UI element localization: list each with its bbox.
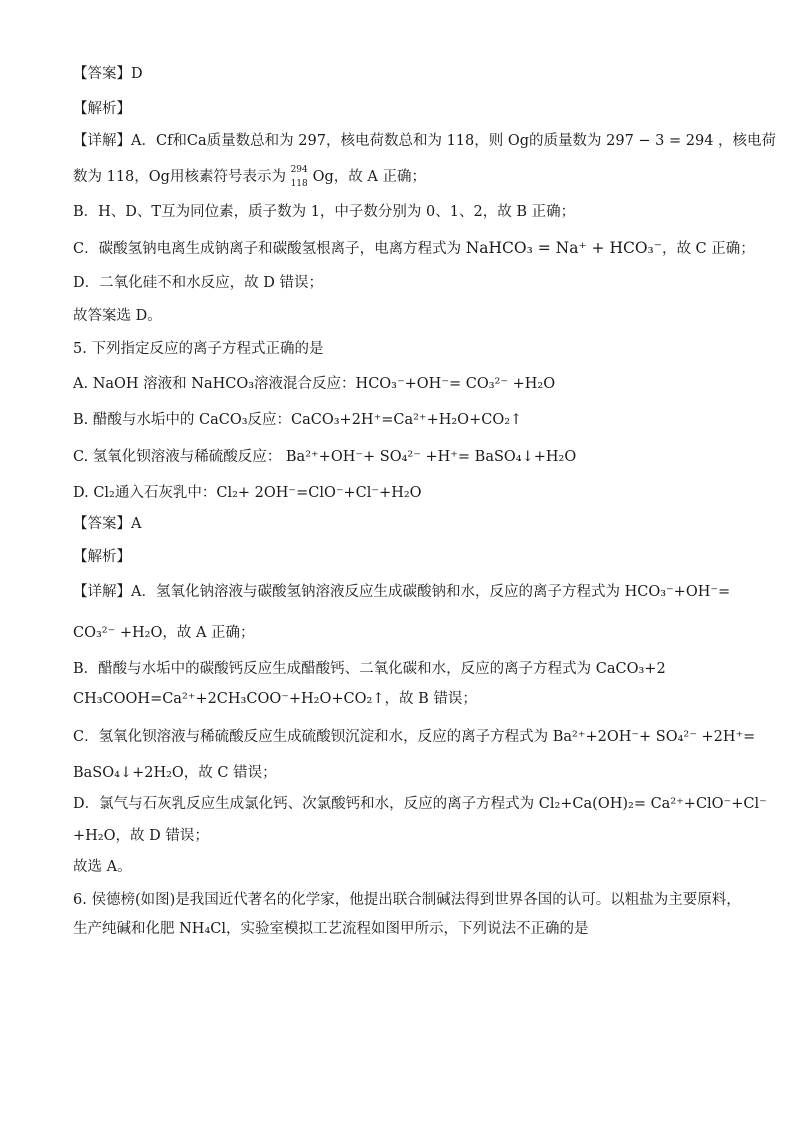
q5-option-c: C. 氢氧化钡溶液与稀硫酸反应： Ba²⁺+OH⁻+ SO₄²⁻ +H⁺= BaSO₄↓+H₂O <box>73 449 577 465</box>
nuclide-atomic-number: 118 <box>290 179 308 189</box>
c-text: C．碳酸氢钠电离生成钠离子和碳酸氢根离子，电离方程式为 <box>73 241 466 257</box>
nuclide-element: Og <box>312 169 334 185</box>
q5-detail-a-line2: CO₃²⁻ +H₂O，故 A 正确； <box>73 625 255 641</box>
q5-detail-c-line2: BaSO₄↓+2H₂O，故 C 错误； <box>73 765 277 781</box>
q5-detail-c-line1: C．氢氧化钡溶液与稀硫酸反应生成硫酸钡沉淀和水，反应的离子方程式为 Ba²⁺+2OH⁻+ SO₄²⁻ +2H⁺= <box>73 729 756 745</box>
q5-detail-d-line1: D．氯气与石灰乳反应生成氯化钙、次氯酸钙和水，反应的离子方程式为 Cl₂+Ca(OH)₂= Ca²⁺+ClO⁻+Cl⁻ <box>73 796 767 812</box>
q5-option-b: B. 醋酸与水垢中的 CaCO₃反应：CaCO₃+2H⁺=Ca²⁺+H₂O+CO₂↑ <box>73 412 523 428</box>
nuclide-mass-number: 294 <box>290 165 308 175</box>
detail-text-end: ，故 A 正确； <box>333 169 426 185</box>
answer-tag: 【答案】 <box>73 66 131 82</box>
q6-stem-line1: 6. 侯德榜(如图)是我国近代著名的化学家，他提出联合制碱法得到世界各国的认可。以粗盐为主要原料， <box>73 892 741 908</box>
q4-conclusion: 故答案选 D。 <box>73 308 162 324</box>
q6-stem-line2: 生产纯碱和化肥 NH₄Cl，实验室模拟工艺流程如图甲所示，下列说法不正确的是 <box>73 921 589 937</box>
q4-option-b-explanation: B．H、D、T互为同位素，质子数为 1，中子数分别为 0、1、2，故 B 正确； <box>73 204 576 220</box>
q5-detail-b-line2: CH₃COOH=Ca²⁺+2CH₃COO⁻+H₂O+CO₂↑，故 B 错误； <box>73 691 477 707</box>
q4-detail-line1: 【详解】A．Cf和Ca质量数总和为 297，核电荷数总和为 118，则 Og的质量数为 297 − 3 = 294 ，核电荷 <box>73 133 777 149</box>
q5-option-d: D. Cl₂通入石灰乳中：Cl₂+ 2OH⁻=ClO⁻+Cl⁻+H₂O <box>73 485 422 501</box>
nuclide-symbol <box>290 165 313 189</box>
q4-detail-line2 <box>73 165 426 187</box>
q5-detail-a-line1: 【详解】A．氢氧化钠溶液与碳酸氢钠溶液反应生成碳酸钠和水，反应的离子方程式为 HCO₃⁻+OH⁻= <box>73 584 731 600</box>
c-text-end: ，故 C 正确； <box>661 241 755 257</box>
q4-option-c-explanation <box>73 238 755 259</box>
q5-detail-d-line2: +H₂O，故 D 错误； <box>73 828 209 844</box>
q5-detail-b-line1: B．醋酸与水垢中的碳酸钙反应生成醋酸钙、二氧化碳和水，反应的离子方程式为 CaCO₃+2 <box>73 661 666 677</box>
answer-tag: 【答案】 <box>73 516 131 532</box>
q5-option-a: A. NaOH 溶液和 NaHCO₃溶液混合反应：HCO₃⁻+OH⁻= CO₃²⁻ +H₂O <box>73 376 556 392</box>
ionization-equation: NaHCO₃ = Na⁺ + HCO₃⁻ <box>465 239 662 257</box>
q5-conclusion: 故选 A。 <box>73 859 132 875</box>
answer-value: A <box>131 516 142 532</box>
detail-text: 数为 118，Og用核素符号表示为 <box>73 169 291 185</box>
q4-analysis-tag: 【解析】 <box>73 101 131 117</box>
q5-analysis-tag: 【解析】 <box>73 549 131 565</box>
q5-stem: 5. 下列指定反应的离子方程式正确的是 <box>73 341 324 357</box>
q5-answer-line <box>73 514 141 534</box>
answer-value: D <box>131 66 143 82</box>
q4-answer-line <box>73 64 143 84</box>
q4-option-d-explanation: D．二氧化硅不和水反应，故 D 错误； <box>73 275 323 291</box>
